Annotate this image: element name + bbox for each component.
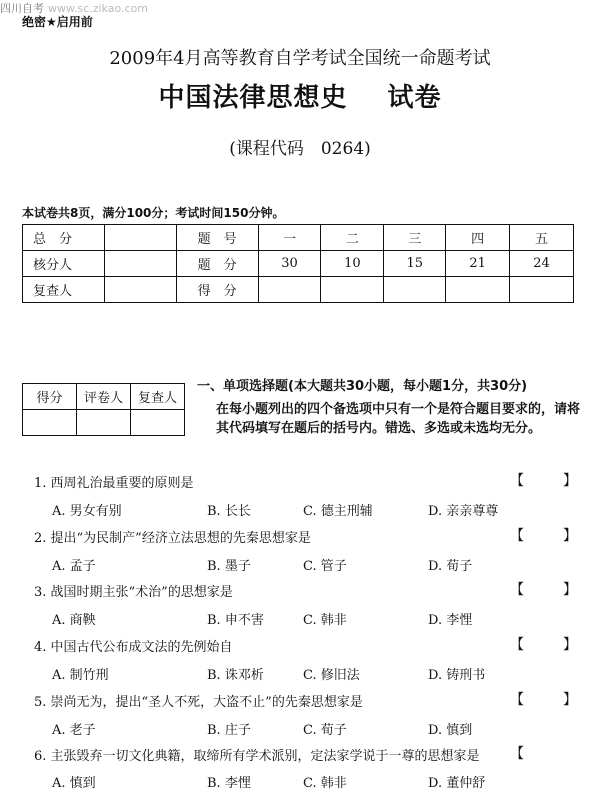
part-1: 一 <box>258 225 321 251</box>
earned-3 <box>384 277 446 303</box>
watermark-url: www.sc.zikao.com <box>48 2 149 15</box>
checker-label: 核分人 <box>23 251 105 277</box>
question-2-option-a: A. 孟子 <box>52 559 96 574</box>
answer-bracket-open: 【 <box>510 746 524 762</box>
grade-grader-cell <box>77 410 131 436</box>
grade-score-cell <box>23 410 77 436</box>
grade-box <box>22 383 185 436</box>
part-3: 三 <box>384 225 446 251</box>
question-5-option-b: B. 庄子 <box>207 723 251 738</box>
part-2: 二 <box>321 225 384 251</box>
answer-bracket-close: 】 <box>563 473 577 489</box>
score-row-earned <box>23 277 574 303</box>
question-6-option-c: C. 韩非 <box>303 776 347 791</box>
watermark-site: 四川自考 <box>0 2 44 15</box>
question-3-option-d: D. 李悝 <box>428 613 473 628</box>
points-3: 15 <box>384 251 446 277</box>
question-2-option-d: D. 荀子 <box>428 559 473 574</box>
question-2-stem: 2. 提出“为民制产”经济立法思想的先秦思想家是 <box>34 531 311 546</box>
question-6-option-b: B. 李悝 <box>207 776 251 791</box>
question-4-option-d: D. 铸刑书 <box>428 668 486 683</box>
points-2: 10 <box>321 251 384 277</box>
total-score-label: 总 分 <box>23 225 105 251</box>
question-4-stem: 4. 中国古代公布成文法的先例始自 <box>34 640 233 655</box>
answer-bracket-close: 】 <box>563 637 577 653</box>
subject-title <box>0 77 600 114</box>
earned-4 <box>446 277 510 303</box>
checker-cell <box>104 251 176 277</box>
question-3-stem: 3. 战国时期主张“术治”的思想家是 <box>34 585 233 600</box>
answer-bracket-open: 【 <box>510 528 524 544</box>
question-3-option-c: C. 韩非 <box>303 613 347 628</box>
reviewer-cell <box>104 277 176 303</box>
part-5: 五 <box>510 225 574 251</box>
question-5-option-c: C. 荀子 <box>303 723 347 738</box>
paper-label: 试卷 <box>387 83 442 113</box>
points-1: 30 <box>258 251 321 277</box>
grade-score-label: 得分 <box>23 384 77 410</box>
question-6-option-d: D. 董仲舒 <box>428 776 486 791</box>
question-5-option-d: D. 慎到 <box>428 723 473 738</box>
answer-bracket-open: 【 <box>510 692 524 708</box>
score-row-parts <box>23 225 574 251</box>
question-2-option-c: C. 管子 <box>303 559 347 574</box>
question-1-option-b: B. 长长 <box>207 504 251 519</box>
earned-5 <box>510 277 574 303</box>
question-5-stem: 5. 崇尚无为，提出“圣人不死，大盗不止”的先秦思想家是 <box>34 695 363 710</box>
points-5: 24 <box>510 251 574 277</box>
question-1-option-d: D. 亲亲尊尊 <box>428 504 499 519</box>
question-5-option-a: A. 老子 <box>52 723 96 738</box>
question-6-option-a: A. 慎到 <box>52 776 96 791</box>
score-row-points <box>23 251 574 277</box>
total-score-cell <box>104 225 176 251</box>
question-2-option-b: B. 墨子 <box>207 559 251 574</box>
earned-2 <box>321 277 384 303</box>
part-points-label: 题 分 <box>176 251 258 277</box>
course-code: (课程代码 0264) <box>229 139 371 159</box>
answer-bracket-open: 【 <box>510 637 524 653</box>
exam-info: 本试卷共8页，满分100分；考试时间150分钟。 <box>22 206 285 220</box>
secret-label: 绝密★启用前 <box>22 15 93 29</box>
grade-reviewer-label: 复查人 <box>131 384 185 410</box>
question-4-option-c: C. 修旧法 <box>303 668 360 683</box>
subject-name: 中国法律思想史 <box>158 83 348 113</box>
earned-1 <box>258 277 321 303</box>
question-3-option-b: B. 申不害 <box>207 613 264 628</box>
part-4: 四 <box>446 225 510 251</box>
question-6-stem: 6. 主张毁弃一切文化典籍，取缔所有学术派别，定法家学说于一尊的思想家是 <box>34 749 480 764</box>
exam-title: 2009年4月高等教育自学考试全国统一命题考试 <box>109 48 491 69</box>
question-1-stem: 1. 西周礼治最重要的原则是 <box>34 476 194 491</box>
part-number-label: 题 号 <box>176 225 258 251</box>
question-4-option-a: A. 制竹刑 <box>52 668 109 683</box>
answer-bracket-close: 】 <box>563 528 577 544</box>
answer-bracket-close: 】 <box>563 692 577 708</box>
grade-reviewer-cell <box>131 410 185 436</box>
question-4-option-b: B. 诛邓析 <box>207 668 264 683</box>
reviewer-label: 复查人 <box>23 277 105 303</box>
answer-bracket-open: 【 <box>510 473 524 489</box>
question-3-option-a: A. 商鞅 <box>52 613 96 628</box>
answer-bracket-close: 】 <box>563 582 577 598</box>
question-1-option-c: C. 德主刑辅 <box>303 504 373 519</box>
grade-grader-label: 评卷人 <box>77 384 131 410</box>
section-title: 一、单项选择题(本大题共30小题，每小题1分，共30分) <box>197 379 528 394</box>
points-4: 21 <box>446 251 510 277</box>
score-table <box>22 224 574 303</box>
answer-bracket-open: 【 <box>510 582 524 598</box>
question-1-option-a: A. 男女有别 <box>52 504 122 519</box>
section-instructions: 在每小题列出的四个备选项中只有一个是符合题目要求的，请将其代码填写在题后的括号内。错选、多选或未选均无分。 <box>216 402 581 436</box>
earned-label: 得 分 <box>176 277 258 303</box>
